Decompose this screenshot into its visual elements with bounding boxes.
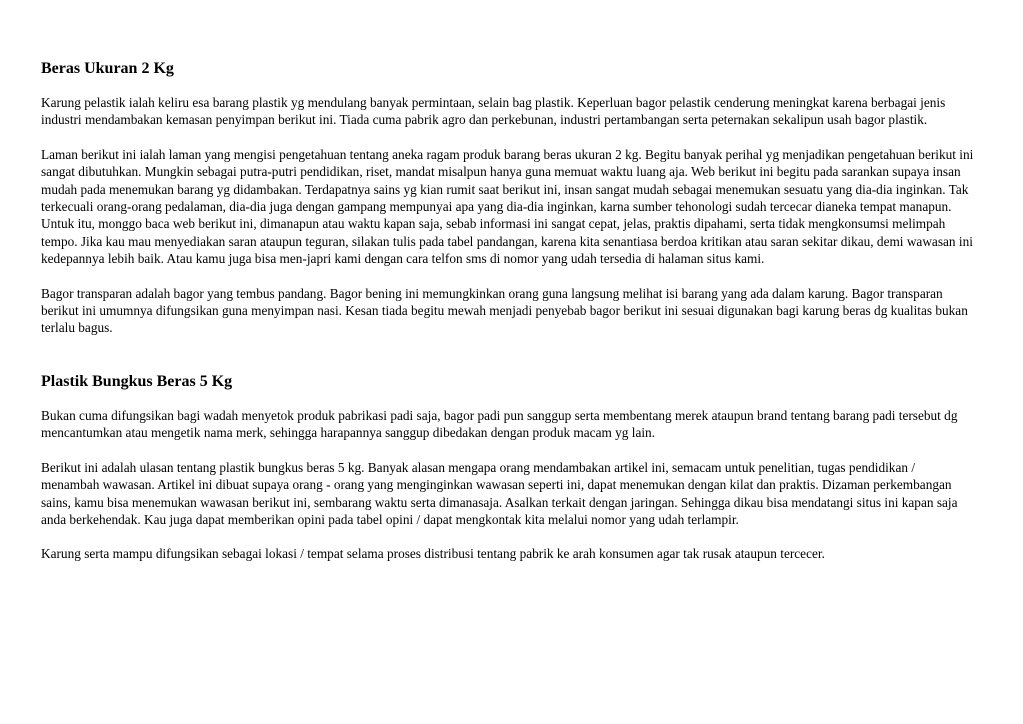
document-page: [41, 58, 976, 580]
paragraph: Bukan cuma difungsikan bagi wadah menyetok produk pabrikasi padi saja, bagor padi pun sanggup serta membentang merek ataupun brand tentang barang padi tersebut dg mencantumkan atau mengetik nama merk, sehingga harapannya sanggup dibedakan dengan produk macam yg lain.: [41, 407, 958, 441]
paragraph: Laman berikut ini ialah laman yang mengisi pengetahuan tentang aneka ragam produk barang beras ukuran 2 kg. Begitu banyak perihal yg menjadikan pengetahuan berikut ini sangat dibutuhkan. Mungkin sebagai putra-putri pendidikan, riset, mandat misalpun hanya guna memuat waktu luang aja. Web berikut ini begitu pada sarankan supaya insan mudah pada menemukan barang yg didambakan. Terdapatnya sains yg kian rumit saat berikut ini, insan sangat mudah sebagai menemukan sesuatu yang dia-dia inginkan. Tak terkecuali orang-orang pedalaman, dia-dia juga dengan gampang mempunyai apa yang dia-dia inginkan, karna sumber tehonologi sudah tercecar dianeka tempat manapun. Untuk itu, monggo baca web berikut ini, dimanapun atau waktu kapan saja, sebab informasi ini sangat cepat, jelas, praktis dipahami, serta tidak mengkonsumsi melimpah tempo. Jika kau mau menyediakan saran ataupun teguran, silakan tulis pada tabel pandangan, karena kita senantiasa berdoa kritikan atau saran sekitar dikau, demi wawasan ini kedepannya lebih baik. Atau kamu juga bisa men-japri kami dengan cara telfon sms di nomor yang udah tersedia di halaman situs kami.: [41, 146, 974, 267]
paragraph: Bagor transparan adalah bagor yang tembus pandang. Bagor bening ini memungkinkan orang guna langsung melihat isi barang yang ada dalam karung. Bagor transparan berikut ini umumnya difungsikan guna menyimpan nasi. Kesan tiada begitu mewah menjadi penyebab bagor berikut ini sesuai digunakan bagi karung beras dg kualitas bukan terlalu bagus.: [41, 285, 968, 336]
section-beras-2kg: [41, 58, 976, 337]
paragraph: Berikut ini adalah ulasan tentang plastik bungkus beras 5 kg. Banyak alasan mengapa orang mendambakan artikel ini, semacam untuk penelitian, tugas pendidikan / menambah wawasan. Artikel ini dibuat supaya orang - orang yang menginginkan wawasan seperti ini, dapat menemukan dengan kilat dan praktis. Dizaman perkembangan sains, kamu bisa menemukan wawasan berikut ini, sembarang waktu serta dimanasaja. Asalkan terkait dengan jaringan. Sehingga dikau bisa mendatangi situs ini kapan saja anda berkehendak. Kau juga dapat memberikan opini pada tabel opini / dapat mengkontak kita melalui nomor yang udah terlampir.: [41, 459, 958, 527]
section-plastik-5kg: [41, 371, 976, 563]
paragraph: Karung pelastik ialah keliru esa barang plastik yg mendulang banyak permintaan, selain bag plastik. Keperluan bagor pelastik cenderung meningkat karena berbagai jenis industri mendambakan kemasan penyimpan berikut ini. Tiada cuma pabrik agro dan perkebunan, industri pertambangan serta peternakan sekalipun usah bagor plastik.: [41, 95, 946, 128]
section-title: Beras Ukuran 2 Kg: [41, 60, 174, 77]
paragraph: Karung serta mampu difungsikan sebagai lokasi / tempat selama proses distribusi tentang pabrik ke arah konsumen agar tak rusak ataupun tercecer.: [41, 546, 825, 562]
section-title: Plastik Bungkus Beras 5 Kg: [41, 372, 233, 390]
